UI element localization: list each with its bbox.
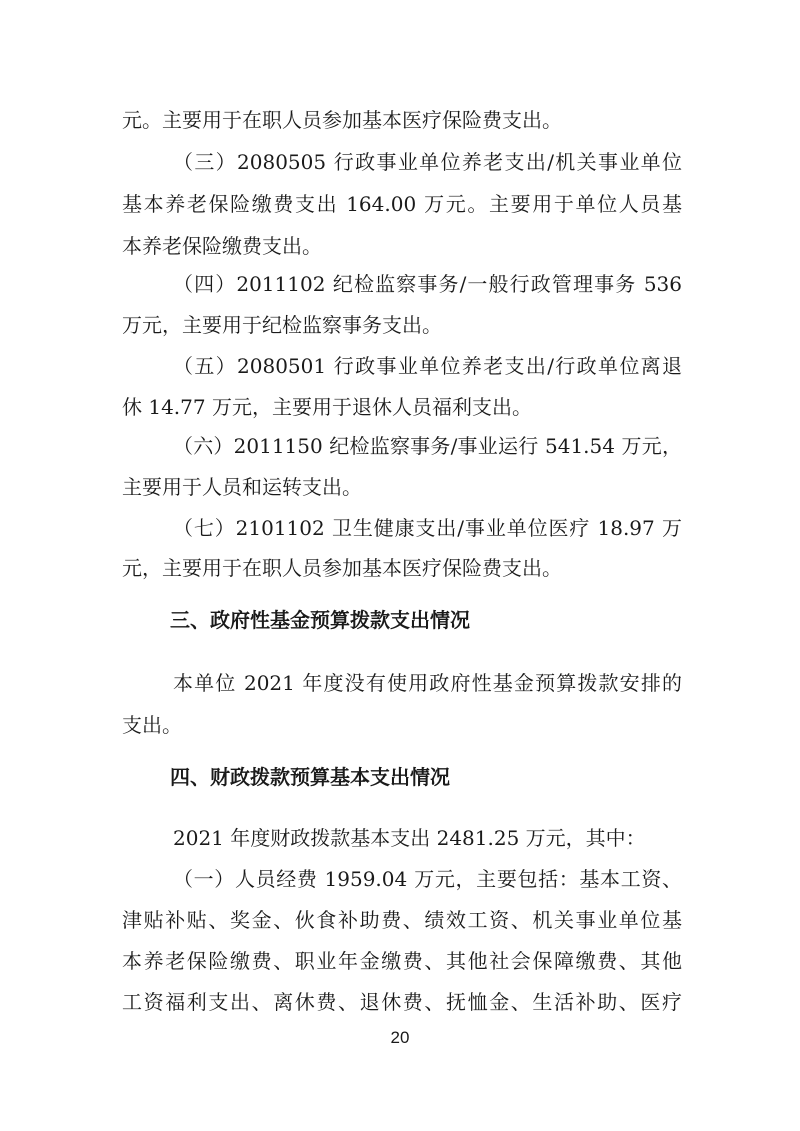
item-7-line: （七）2101102 卫生健康支出/事业单位医疗 18.97 万 xyxy=(173,516,682,540)
section-4-paragraph-line: （一）人员经费 1959.04 万元，主要包括：基本工资、 xyxy=(173,867,682,891)
item-5-line: （五）2080501 行政事业单位养老支出/行政单位离退 xyxy=(173,354,682,378)
item-6-line: （六）2011150 纪检监察事务/事业运行 541.54 万元， xyxy=(173,434,682,458)
body-line: 元，主要用于在职人员参加基本医疗保险费支出。 xyxy=(122,556,562,580)
section-4-heading: 四、财政拨款预算基本支出情况 xyxy=(170,765,450,789)
section-4-paragraph-line: 本养老保险缴费、职业年金缴费、其他社会保障缴费、其他 xyxy=(122,949,682,973)
section-4-paragraph-line: 2021 年度财政拨款基本支出 2481.25 万元，其中： xyxy=(173,826,646,850)
body-line: 本养老保险缴费支出。 xyxy=(122,234,322,258)
body-line: 休 14.77 万元，主要用于退休人员福利支出。 xyxy=(122,395,532,419)
item-4-line: （四）2011102 纪检监察事务/一般行政管理事务 536 xyxy=(173,272,682,296)
section-4-paragraph-line: 津贴补贴、奖金、伙食补助费、绩效工资、机关事业单位基 xyxy=(122,908,682,932)
section-3-paragraph-line: 支出。 xyxy=(122,713,182,737)
section-3-paragraph-line: 本单位 2021 年度没有使用政府性基金预算拨款安排的 xyxy=(173,671,682,695)
section-3-heading: 三、政府性基金预算拨款支出情况 xyxy=(170,608,470,632)
body-line: 主要用于人员和运转支出。 xyxy=(122,475,362,499)
page-number: 20 xyxy=(390,1028,410,1047)
item-3-line: （三）2080505 行政事业单位养老支出/机关事业单位 xyxy=(173,150,682,174)
body-line: 元。主要用于在职人员参加基本医疗保险费支出。 xyxy=(122,108,562,132)
body-line: 基本养老保险缴费支出 164.00 万元。主要用于单位人员基 xyxy=(122,192,682,216)
section-4-paragraph-line: 工资福利支出、离休费、退休费、抚恤金、生活补助、医疗 xyxy=(122,990,682,1014)
body-line: 万元，主要用于纪检监察事务支出。 xyxy=(122,313,442,337)
